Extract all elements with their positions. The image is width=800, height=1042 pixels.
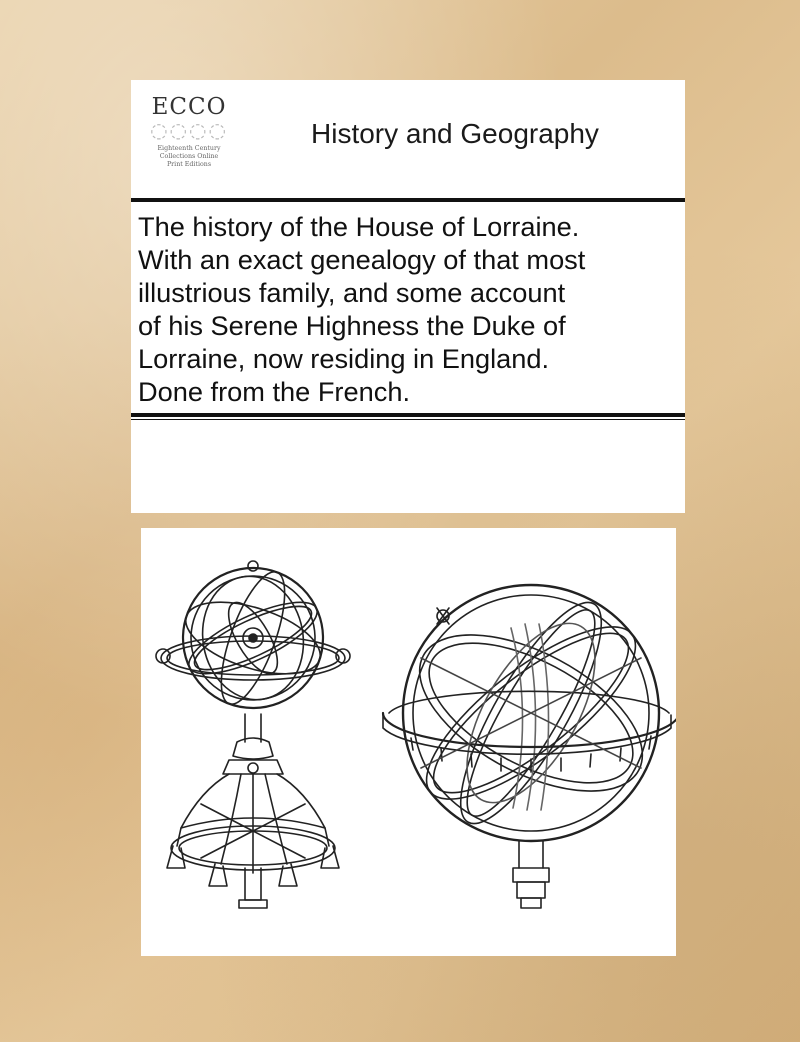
series-title: History and Geography — [311, 118, 599, 149]
title-line: The history of the House of Lorraine. — [138, 211, 580, 242]
book-title — [138, 210, 678, 408]
logo-caption-line: Print Editions — [166, 161, 212, 168]
logo-mark-reflection: ◌◌◌◌ — [150, 118, 228, 142]
bottom-rule-thin — [131, 419, 685, 420]
top-rule — [131, 198, 685, 202]
header-band — [131, 80, 685, 198]
title-line: With an exact genealogy of that most — [138, 244, 586, 275]
title-line: illustrious family, and some account — [138, 277, 566, 308]
armillary-spheres-illustration — [141, 528, 676, 956]
title-line: of his Serene Highness the Duke of — [138, 310, 566, 341]
armillary-sphere-icon — [383, 585, 676, 908]
title-line: Done from the French. — [138, 376, 410, 407]
title-line: Lorraine, now residing in England. — [138, 343, 550, 374]
ecco-logo — [147, 94, 231, 186]
logo-caption-line: Eighteenth Century — [157, 145, 221, 152]
title-panel — [131, 80, 685, 513]
armillary-sphere-on-stand-icon — [156, 561, 350, 908]
logo-mark: ECCO — [151, 94, 227, 120]
logo-caption — [147, 145, 231, 169]
bottom-rule — [131, 413, 685, 417]
logo-caption-line: Collections Online — [159, 153, 219, 160]
illustration-panel — [141, 528, 676, 956]
